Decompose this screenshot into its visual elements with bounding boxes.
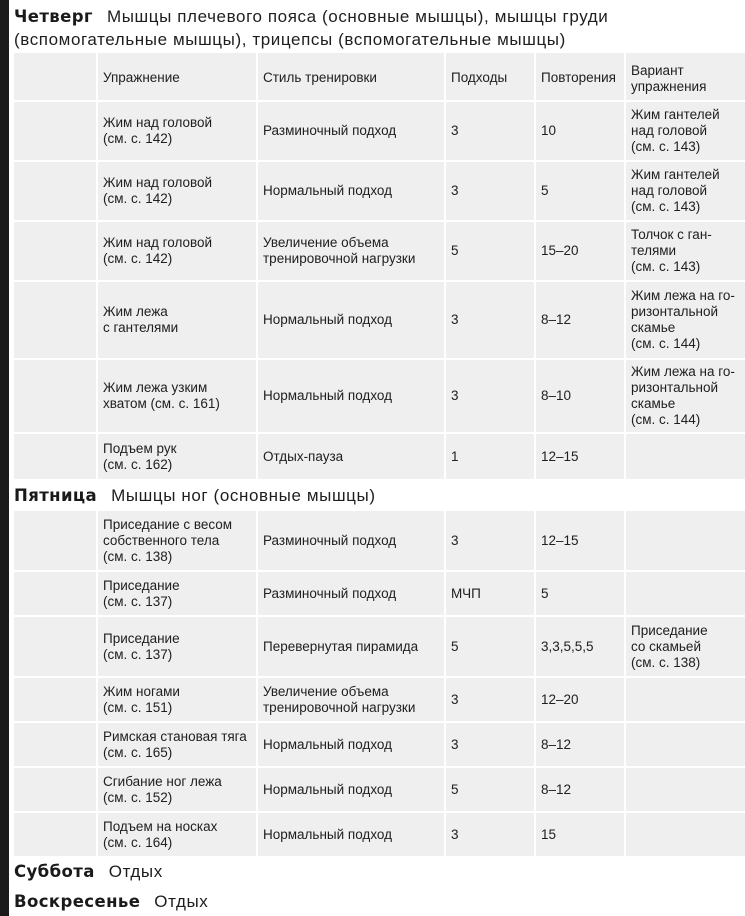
cell-sets: 3: [445, 677, 535, 722]
left-edge-bar: [0, 0, 9, 916]
col-header-style: Стиль тренировки: [257, 53, 445, 101]
table-header-row: [14, 53, 745, 101]
row-spacer: [14, 511, 97, 571]
cell-reps: 5: [535, 161, 625, 221]
day-muscles: Отдых: [154, 892, 209, 911]
cell-reps: 12–20: [535, 677, 625, 722]
cell-reps: 8–12: [535, 722, 625, 767]
cell-style: Разминочный подход: [257, 101, 445, 161]
cell-sets: 3: [445, 161, 535, 221]
cell-variant: Жим гантелей над головой (см. с. 143): [625, 161, 745, 221]
cell-exercise: Жим над головой (см. с. 142): [97, 221, 257, 281]
table-row: [14, 677, 745, 722]
table-row: [14, 767, 745, 812]
cell-style: Нормальный подход: [257, 812, 445, 856]
table-row: [14, 221, 745, 281]
cell-variant: Жим гантелей над головой (см. с. 143): [625, 101, 745, 161]
table-row: [14, 511, 745, 571]
cell-reps: 8–12: [535, 281, 625, 359]
cell-style: Разминочный подход: [257, 571, 445, 616]
day-header-thursday: [14, 5, 745, 51]
row-spacer: [14, 722, 97, 767]
col-header-variant: Вариант упражнения: [625, 53, 745, 101]
day-name: Воскресенье: [14, 892, 141, 911]
row-spacer: [14, 221, 97, 281]
table-row: [14, 433, 745, 479]
cell-sets: 3: [445, 812, 535, 856]
cell-sets: 3: [445, 281, 535, 359]
day-header-line-1: [14, 5, 745, 28]
cell-style: Нормальный подход: [257, 722, 445, 767]
cell-sets: 3: [445, 101, 535, 161]
cell-sets: 5: [445, 616, 535, 677]
cell-exercise: Жим над головой (см. с. 142): [97, 101, 257, 161]
cell-reps: 15–20: [535, 221, 625, 281]
cell-style: Разминочный подход: [257, 511, 445, 571]
day-header-saturday: [14, 860, 745, 883]
row-spacer: [14, 812, 97, 856]
cell-reps: 3,3,5,5,5: [535, 616, 625, 677]
row-spacer: [14, 53, 97, 101]
cell-exercise: Жим лежа с гантелями: [97, 281, 257, 359]
cell-variant: Жим лежа на го- ризонтальной скамье (см. с. 144): [625, 359, 745, 433]
row-spacer: [14, 616, 97, 677]
table-row: [14, 571, 745, 616]
cell-exercise: Жим лежа узким хватом (см. с. 161): [97, 359, 257, 433]
table-row: [14, 101, 745, 161]
day-muscles: Мышцы ног (основные мышцы): [111, 486, 376, 505]
cell-reps: 15: [535, 812, 625, 856]
table-row: [14, 281, 745, 359]
cell-exercise: Сгибание ног лежа (см. с. 152): [97, 767, 257, 812]
row-spacer: [14, 359, 97, 433]
row-spacer: [14, 161, 97, 221]
cell-variant: [625, 812, 745, 856]
row-spacer: [14, 677, 97, 722]
table-row: [14, 616, 745, 677]
cell-exercise: Приседание (см. с. 137): [97, 616, 257, 677]
cell-reps: 8–10: [535, 359, 625, 433]
cell-variant: Толчок с ган- телями (см. с. 143): [625, 221, 745, 281]
cell-variant: Приседание со скамьей (см. с. 138): [625, 616, 745, 677]
table-row: [14, 722, 745, 767]
day-muscles: Отдых: [108, 862, 163, 881]
cell-exercise: Жим над головой (см. с. 142): [97, 161, 257, 221]
row-spacer: [14, 281, 97, 359]
day-name: Четверг: [14, 7, 93, 26]
day-name: Суббота: [14, 862, 95, 881]
day-muscles: Мышцы плечевого пояса (основные мышцы), мышцы груди: [106, 7, 609, 26]
table-row: [14, 161, 745, 221]
cell-reps: 12–15: [535, 433, 625, 479]
cell-exercise: Римская становая тяга (см. с. 165): [97, 722, 257, 767]
cell-variant: [625, 571, 745, 616]
cell-variant: [625, 767, 745, 812]
cell-exercise: Подъем на носках (см. с. 164): [97, 812, 257, 856]
row-spacer: [14, 767, 97, 812]
col-header-reps: Повторения: [535, 53, 625, 101]
cell-exercise: Приседание с весом собственного тела (см. с. 138): [97, 511, 257, 571]
cell-sets: МЧП: [445, 571, 535, 616]
table-friday: [14, 511, 745, 856]
table-row: [14, 359, 745, 433]
cell-sets: 5: [445, 221, 535, 281]
cell-style: Нормальный подход: [257, 161, 445, 221]
cell-variant: [625, 677, 745, 722]
day-muscles-cont: (вспомогательные мышцы), трицепсы (вспомогательные мышцы): [14, 30, 566, 49]
day-name: Пятница: [14, 486, 98, 505]
cell-sets: 3: [445, 511, 535, 571]
day-header-friday: [14, 484, 745, 507]
cell-reps: 8–12: [535, 767, 625, 812]
cell-style: Нормальный подход: [257, 281, 445, 359]
cell-reps: 12–15: [535, 511, 625, 571]
cell-style: Отдых-пауза: [257, 433, 445, 479]
cell-exercise: Жим ногами (см. с. 151): [97, 677, 257, 722]
cell-style: Нормальный подход: [257, 359, 445, 433]
cell-sets: 5: [445, 767, 535, 812]
cell-style: Увеличение объема тренировочной нагрузки: [257, 221, 445, 281]
cell-style: Перевернутая пирамида: [257, 616, 445, 677]
table-thursday: [14, 53, 745, 479]
cell-style: Увеличение объема тренировочной нагрузки: [257, 677, 445, 722]
row-spacer: [14, 101, 97, 161]
cell-reps: 5: [535, 571, 625, 616]
row-spacer: [14, 571, 97, 616]
day-header-sunday: [14, 890, 745, 913]
cell-exercise: Подъем рук (см. с. 162): [97, 433, 257, 479]
col-header-sets: Подходы: [445, 53, 535, 101]
cell-reps: 10: [535, 101, 625, 161]
cell-style: Нормальный подход: [257, 767, 445, 812]
cell-exercise: Приседание (см. с. 137): [97, 571, 257, 616]
cell-variant: [625, 433, 745, 479]
row-spacer: [14, 433, 97, 479]
cell-sets: 3: [445, 359, 535, 433]
cell-variant: [625, 722, 745, 767]
cell-variant: [625, 511, 745, 571]
cell-variant: Жим лежа на го- ризонтальной скамье (см. с. 144): [625, 281, 745, 359]
cell-sets: 3: [445, 722, 535, 767]
col-header-exercise: Упражнение: [97, 53, 257, 101]
table-row: [14, 812, 745, 856]
cell-sets: 1: [445, 433, 535, 479]
